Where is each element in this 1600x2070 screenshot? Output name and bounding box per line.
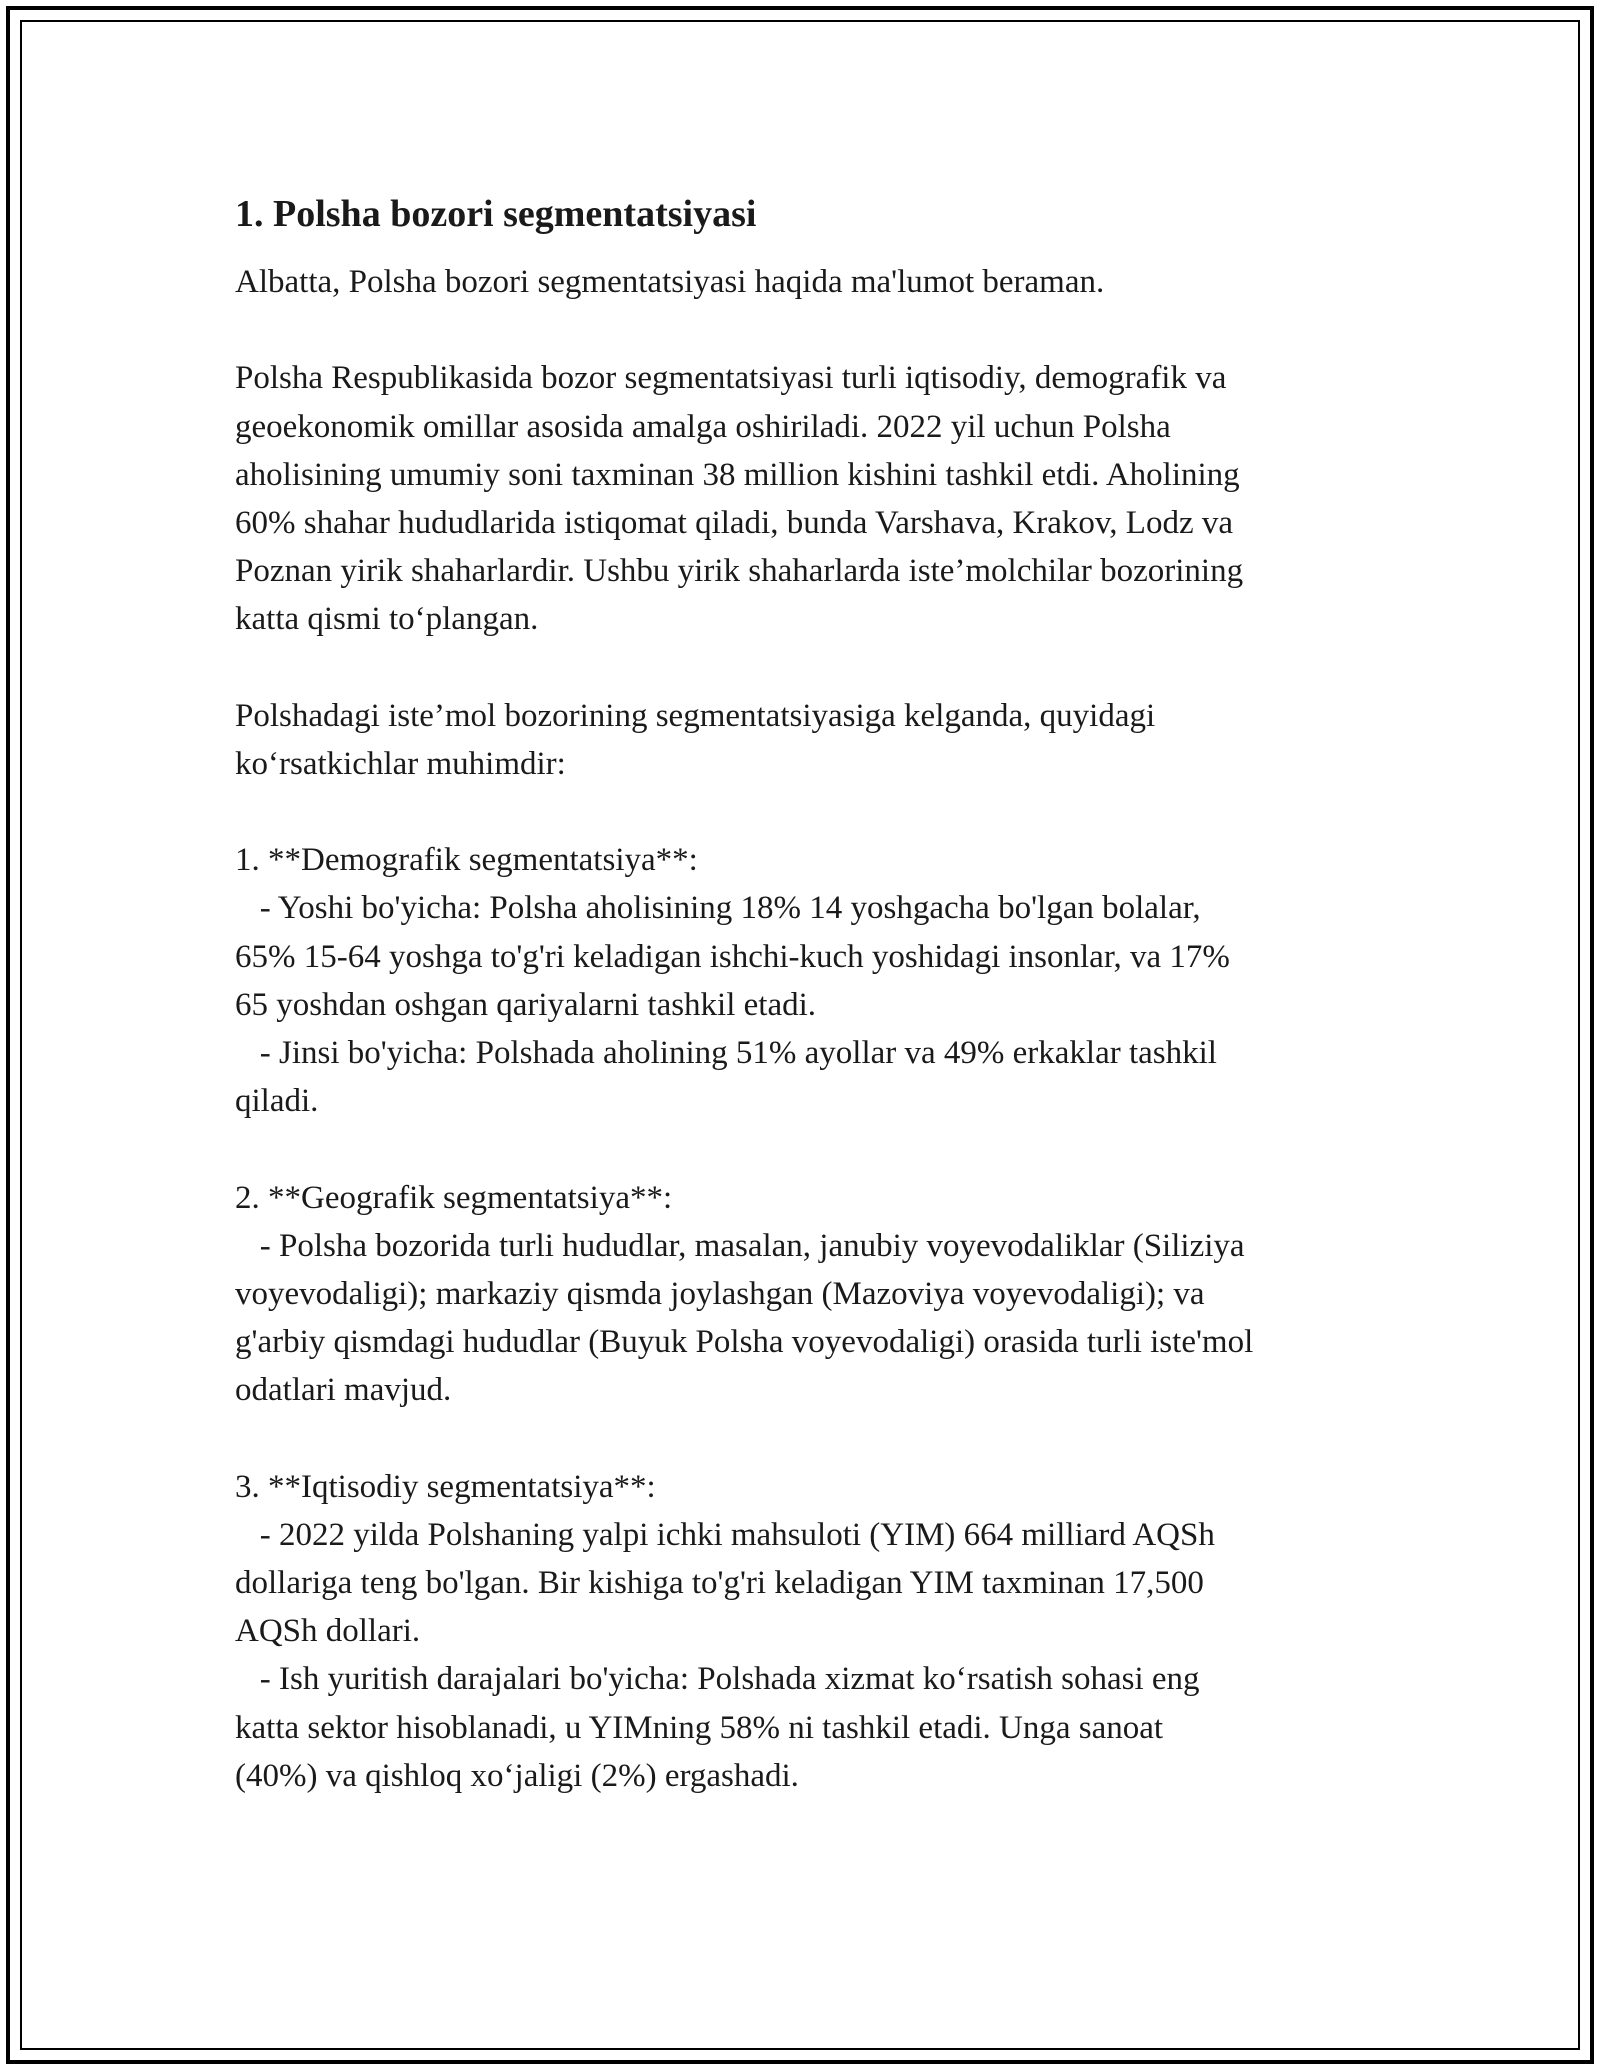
text-line [235,644,1395,692]
text-line: - Ish yuritish darajalari bo'yicha: Polshada xizmat ko‘rsatish sohasi eng [235,1661,1200,1698]
text-line: (40%) va qishloq xo‘jaligi (2%) ergashadi. [235,1757,799,1794]
document-text [235,258,1395,1800]
document-title: 1. Polsha bozori segmentatsiyasi [235,193,757,235]
text-line: - Jinsi bo'yicha: Polshada aholining 51% ayollar va 49% erkaklar tashkil [235,1035,1217,1071]
text-line: 65% 15-64 yoshga to'g'ri keladigan ishchi-kuch yoshidagi insonlar, va 17% [235,938,1230,975]
text-line: 60% shahar hududlarida istiqomat qiladi, bunda Varshava, Krakov, Lodz va [235,504,1233,541]
text-line [235,1415,1395,1463]
text-line: - Polsha bozorida turli hududlar, masalan, janubiy voyevodaliklar (Siliziya [235,1227,1245,1264]
text-line: voyevodaligi); markaziy qismda joylashgan (Mazoviya voyevodaligi); va [235,1275,1205,1312]
text-line: katta qismi to‘plangan. [235,601,539,638]
text-line: odatlari mavjud. [235,1372,452,1409]
text-line: katta sektor hisoblanadi, u YIMning 58% ni tashkil etadi. Unga sanoat [235,1709,1164,1746]
text-line [235,1125,1395,1173]
text-line: dollariga teng bo'lgan. Bir kishiga to'g'ri keladigan YIM taxminan 17,500 [235,1565,1204,1602]
text-line: Poznan yirik shaharlardir. Ushbu yirik shaharlarda iste’molchilar bozorining [235,553,1244,590]
text-line: Polsha Respublikasida bozor segmentatsiyasi turli iqtisodiy, demografik va [235,360,1227,397]
text-line: ko‘rsatkichlar muhimdir: [235,745,566,782]
document-body [235,188,1395,1800]
text-line [235,306,1395,354]
text-line: qiladi. [235,1083,319,1120]
text-line: 1. **Demografik segmentatsiya**: [235,842,698,879]
text-line: g'arbiy qismdagi hududlar (Buyuk Polsha voyevodaligi) orasida turli iste'mol [235,1324,1254,1361]
text-line [235,788,1395,836]
text-line: - 2022 yilda Polshaning yalpi ichki mahsuloti (YIM) 664 milliard AQSh [235,1516,1215,1553]
text-line: 65 yoshdan oshgan qariyalarni tashkil etadi. [235,986,817,1023]
text-line: - Yoshi bo'yicha: Polsha aholisining 18% 14 yoshgacha bo'lgan bolalar, [235,890,1201,927]
text-line: 2. **Geografik segmentatsiya**: [235,1179,673,1216]
text-line: 3. **Iqtisodiy segmentatsiya**: [235,1468,656,1505]
text-line: geoekonomik omillar asosida amalga oshiriladi. 2022 yil uchun Polsha [235,408,1171,445]
text-line: AQSh dollari. [235,1613,421,1650]
text-line: Albatta, Polsha bozori segmentatsiyasi haqida ma'lumot beraman. [235,264,1105,300]
text-line: aholisining umumiy soni taxminan 38 million kishini tashkil etdi. Aholining [235,456,1240,493]
text-line: Polshadagi iste’mol bozorining segmentatsiyasiga kelganda, quyidagi [235,697,1156,734]
